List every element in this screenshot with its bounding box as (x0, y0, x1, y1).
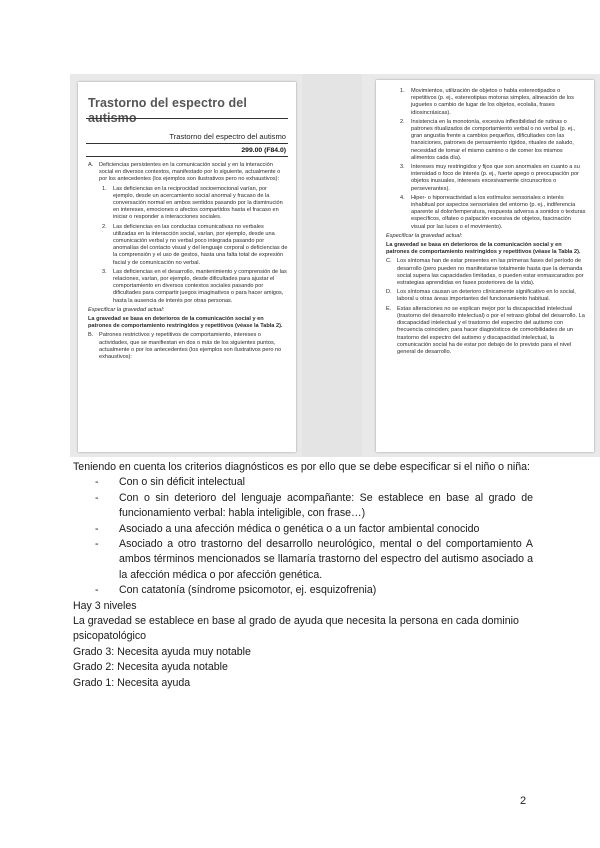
bullet-dash: - (95, 522, 99, 535)
scan-subtitle: Trastorno del espectro del autismo (169, 132, 286, 141)
intro-paragraph: Teniendo en cuenta los criterios diagnósticos es por ello que se debe especificar si el niño o niña: (73, 461, 530, 473)
subtitle-rule (86, 143, 288, 144)
criterion-b-2: 2. Insistencia en la monotonía, excesiva inflexibilidad de rutinas o patrones ritualizados de comportamiento verbal o no verbal (p. ej., gran angustia frente a cambios pequeños, dificultades con las transiciones, patrones de pensamiento rígidos, rituales de saludo, necesidad de tomar el mismo camino o de comer los mismos alimentos cada día). (400, 118, 576, 161)
bullet-dash: - (95, 491, 99, 504)
scan-gutter (302, 74, 362, 457)
criterion-e: E. Estas alteraciones no se explican mejor por la discapacidad intelectual (trastorno del desarrollo intelectual) o por el retraso global del desarrollo. La discapacidad intelectual y el trastorno del espectro del autismo con frecuencia coinciden; para hacer diagnósticos de comorbilidades de un trastorno del espectro del autismo y discapacidad intelectual, la comunicación social ha de estar por debajo de lo previsto para el nivel general de desarrollo. (386, 305, 585, 355)
criterion-a-1: 1. Las deficiencias en la reciprocidad socioemocional varían, por ejemplo, desde un acercamiento social anormal y fracaso de la conversación normal en ambos sentidos pasando por la disminución en intereses, emociones o afectos compartidos hasta el fracaso en iniciar o responder a interacciones sociales. (102, 185, 283, 221)
list-item: - Con o sin deterioro del lenguaje acompañante: Se establece en base al grado de funcionamiento verbal: habla inteligible, con frase…) (95, 491, 533, 520)
severity-label-b: Especificar la gravedad actual: (386, 232, 463, 239)
diagnostic-code: 299.00 (F84.0) (241, 147, 286, 154)
code-rule (86, 156, 288, 157)
criterion-b-4: 4. Hiper- o hiporreactividad a los estímulos sensoriales o interés inhabitual por aspectos sensoriales del entorno (p. ej., indiferencia aparente al dolor/temperatura, respuesta adversa a sonidos o texturas específicos, olfateo o palpación excesiva de objetos, fascinación visual por las luces o el movimiento). (400, 194, 586, 230)
bullet-dash: - (95, 538, 99, 551)
severity-text-b: La gravedad se basa en deterioros de la comunicación social y en patrones de comportamiento restringidos y repetitivos (véase la Tabla 2). (386, 242, 581, 256)
right-criteria-body (386, 88, 586, 358)
list-item: - Asociado a una afección médica o genética o a un factor ambiental conocido (95, 522, 533, 537)
criterion-a-3: 3. Las deficiencias en el desarrollo, mantenimiento y comprensión de las relaciones, varían, por ejemplo, desde dificultades para ajustar el comportamiento en diversos contextos sociales pasando por dificultades para compartir juegos imaginativos o para hacer amigos, hasta la ausencia de interés por otras personas. (102, 268, 287, 304)
level-3: Grado 3: Necesita ayuda muy notable (73, 645, 251, 658)
bullet-dash: - (95, 476, 99, 489)
criterion-b-1: 1. Movimientos, utilización de objetos o habla estereotipados o repetitivos (p. ej., estereotipias motoras simples, alineación de los juguetes o cambio de lugar de los objetos, ecolalia, frases idiosincrásicas). (400, 88, 574, 116)
levels-heading: Hay 3 niveles (73, 599, 137, 612)
list-item: - Asociado a otro trastorno del desarrollo neurológico, mental o del comportamiento A ambos términos mencionados se llamaría trastorno del espectro del autismo asociado a la afección médica o por afección genética. (95, 538, 533, 581)
bullet-dash: - (95, 584, 99, 597)
severity-label: Especificar la gravedad actual: (88, 306, 165, 313)
scan-page-title: Trastorno del espectro del autismo (88, 96, 247, 125)
criterion-a: A. Deficiencias persistentes en la comunicación social y en la interacción social en diversos contextos, manifestado por lo siguiente, actualmente o por los antecedentes (los ejemplos son ilustrativos pero no exhaustivos): (88, 162, 281, 183)
level-1: Grado 1: Necesita ayuda (73, 676, 191, 689)
title-rule (86, 118, 288, 119)
criterion-c: C. Los síntomas han de estar presentes en las primeras fases del período de desarrollo (pero pueden no manifestarse totalmente hasta que la demanda social supera las capacidades limitadas, o pueden estar enmascarados por estrategias aprendidas en fases posteriores de la vida). (386, 258, 584, 287)
severity-intro: La gravedad se establece en base al grado de ayuda que necesita la persona en cada dominio psicopatológico (73, 615, 519, 643)
criterion-b: B. Patrones restrictivos y repetitivos de comportamiento, intereses o actividades, que se manifiestan en dos o más de los siguientes puntos, actualmente o por los antecedentes (los ejemplos son ilustrativos pero no exhaustivos): (88, 332, 282, 361)
document-body (73, 460, 533, 691)
scan-right-page (376, 80, 594, 452)
list-item: - Con o sin déficit intelectual (95, 475, 533, 490)
page-number: 2 (520, 795, 527, 807)
level-2: Grado 2: Necesita ayuda notable (73, 661, 228, 674)
criterion-b-3: 3. Intereses muy restringidos y fijos que son anormales en cuanto a su intensidad o foco de interés (p. ej., fuerte apego o preocupación por objetos inusuales, intereses excesivamente circunscritos o perseverantes). (400, 164, 580, 192)
left-criteria-body (88, 162, 288, 363)
dsm5-scan-image (70, 74, 600, 457)
criterion-d: D. Los síntomas causan un deterioro clínicamente significativo en lo social, laboral u otras áreas importantes del funcionamiento habitual. (386, 289, 576, 303)
specifier-list (73, 475, 533, 598)
scan-left-page (78, 82, 296, 452)
severity-text: La gravedad se basa en deterioros de la comunicación social y en patrones de comportamiento restringidos y repetitivos (véase la Tabla 2). (88, 316, 283, 330)
criterion-a-2: 2. Las deficiencias en las conductas comunicativas no verbales utilizadas en la interacción social, varían, por ejemplo, desde una comunicación verbal y no verbal poco integrada pasando por anomalías del contacto visual y del lenguaje corporal o deficiencias de la comprensión y el uso de gestos, hasta una falta total de expresión facial y de comunicación no verbal. (102, 223, 288, 266)
list-item: - Con catatonía (síndrome psicomotor, ej. esquizofrenia) (95, 583, 533, 598)
